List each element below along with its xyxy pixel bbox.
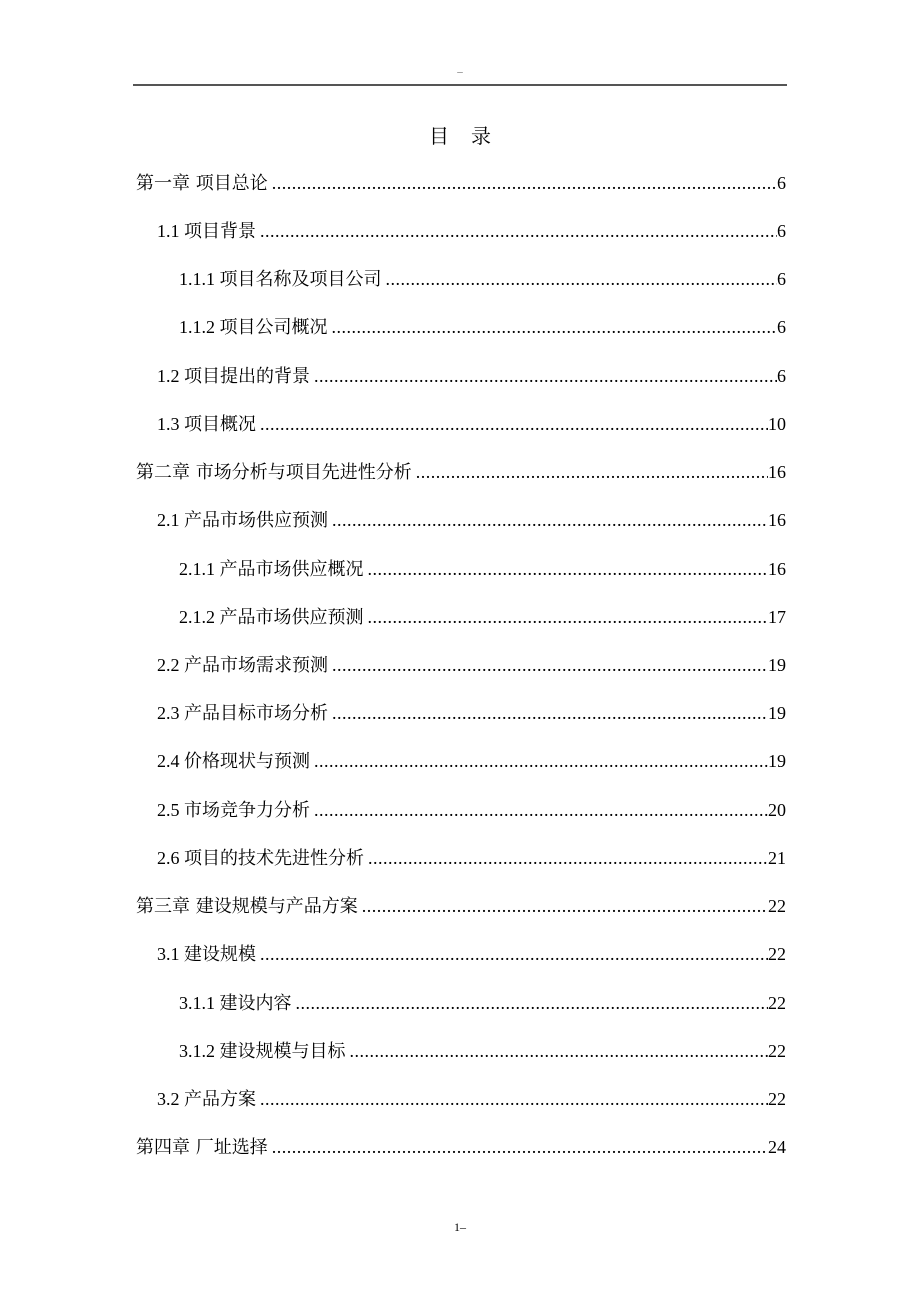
dot-leader	[314, 361, 777, 391]
toc-entry-page: 16	[768, 559, 786, 579]
toc-entry-chapter-1[interactable]	[136, 168, 786, 198]
toc-entry-page: 22	[768, 944, 786, 964]
toc-title-char-1: 目	[429, 124, 449, 148]
toc-entry-page: 17	[768, 607, 786, 627]
toc-entry-2-4[interactable]	[136, 746, 786, 776]
toc-entry-label: 1.3 项目概况	[157, 414, 256, 434]
dot-leader	[368, 602, 769, 632]
dot-leader	[332, 505, 768, 535]
toc-entry-page: 10	[768, 414, 786, 434]
toc-entry-page: 22	[768, 1041, 786, 1061]
header-divider	[133, 84, 787, 86]
toc-entry-label: 3.1.2 建设规模与目标	[179, 1041, 346, 1061]
toc-entry-label: 第三章 建设规模与产品方案	[136, 896, 358, 917]
dot-leader	[332, 698, 768, 728]
toc-entry-page: 6	[777, 221, 786, 241]
toc-entry-label: 3.1 建设规模	[157, 944, 256, 964]
toc-entry-page: 16	[768, 462, 786, 482]
toc-entry-2-6[interactable]	[136, 843, 786, 873]
toc-entry-label: 2.1 产品市场供应预测	[157, 510, 328, 530]
dot-leader	[260, 409, 768, 439]
toc-entry-2-2[interactable]	[136, 650, 786, 680]
toc-entry-page: 16	[768, 510, 786, 530]
toc-entry-page: 19	[768, 655, 786, 675]
toc-entry-page: 22	[768, 993, 786, 1013]
toc-entry-1-1-1[interactable]	[136, 264, 786, 294]
dot-leader	[296, 988, 769, 1018]
dot-leader	[416, 457, 768, 487]
toc-entry-page: 22	[768, 1089, 786, 1109]
toc-entry-label: 2.5 市场竞争力分析	[157, 800, 310, 820]
toc-entry-label: 2.3 产品目标市场分析	[157, 703, 328, 723]
toc-entry-1-2[interactable]	[136, 361, 786, 391]
toc-entry-label: 2.1.2 产品市场供应预测	[179, 607, 364, 627]
toc-entry-label: 第四章 厂址选择	[136, 1137, 268, 1158]
toc-entry-label: 第二章 市场分析与项目先进性分析	[136, 462, 412, 483]
toc-title	[0, 122, 920, 150]
toc-entry-page: 6	[777, 269, 786, 289]
dot-leader	[314, 795, 768, 825]
toc-entry-1-1[interactable]	[136, 216, 786, 246]
toc-entry-3-1[interactable]	[136, 939, 786, 969]
toc-entry-2-1-1[interactable]	[136, 554, 786, 584]
toc-entry-page: 6	[777, 173, 786, 193]
toc-entry-chapter-3[interactable]	[136, 891, 786, 921]
dot-leader	[386, 264, 778, 294]
dot-leader	[272, 168, 777, 198]
toc-entry-page: 22	[768, 896, 786, 916]
dot-leader	[260, 939, 768, 969]
toc-entry-label: 第一章 项目总论	[136, 173, 268, 194]
toc-entry-2-1[interactable]	[136, 505, 786, 535]
toc-entry-2-3[interactable]	[136, 698, 786, 728]
toc-entry-label: 2.1.1 产品市场供应概况	[179, 559, 364, 579]
toc-entry-chapter-4[interactable]	[136, 1132, 786, 1162]
dot-leader	[332, 650, 768, 680]
toc-entry-label: 2.6 项目的技术先进性分析	[157, 848, 364, 868]
toc-entry-page: 6	[777, 366, 786, 386]
dot-leader	[332, 312, 778, 342]
toc-entry-1-1-2[interactable]	[136, 312, 786, 342]
toc-entry-page: 21	[768, 848, 786, 868]
toc-entry-page: 20	[768, 800, 786, 820]
toc-entry-3-1-1[interactable]	[136, 988, 786, 1018]
dot-leader	[314, 746, 768, 776]
dot-leader	[272, 1132, 768, 1162]
toc-entry-page: 24	[768, 1137, 786, 1157]
toc-entry-label: 3.2 产品方案	[157, 1089, 256, 1109]
toc-title-char-2: 录	[471, 124, 491, 148]
footer-page-number: 1–	[454, 1220, 466, 1234]
toc-entry-label: 2.2 产品市场需求预测	[157, 655, 328, 675]
header-mark: –	[457, 66, 463, 78]
toc-entry-chapter-2[interactable]	[136, 457, 786, 487]
toc-entry-page: 19	[768, 751, 786, 771]
dot-leader	[362, 891, 768, 921]
dot-leader	[260, 1084, 768, 1114]
toc-entry-label: 1.1 项目背景	[157, 221, 256, 241]
toc-entry-page: 19	[768, 703, 786, 723]
toc-entry-label: 1.1.2 项目公司概况	[179, 317, 328, 337]
toc-entry-page: 6	[777, 317, 786, 337]
dot-leader	[368, 843, 768, 873]
toc-entry-label: 1.2 项目提出的背景	[157, 366, 310, 386]
toc-entry-label: 3.1.1 建设内容	[179, 993, 292, 1013]
dot-leader	[260, 216, 777, 246]
dot-leader	[368, 554, 769, 584]
toc-entry-2-1-2[interactable]	[136, 602, 786, 632]
toc-entry-3-2[interactable]	[136, 1084, 786, 1114]
toc-entry-3-1-2[interactable]	[136, 1036, 786, 1066]
toc-entry-2-5[interactable]	[136, 795, 786, 825]
dot-leader	[350, 1036, 769, 1066]
toc-entry-label: 1.1.1 项目名称及项目公司	[179, 269, 382, 289]
toc-entry-label: 2.4 价格现状与预测	[157, 751, 310, 771]
toc-entry-1-3[interactable]	[136, 409, 786, 439]
